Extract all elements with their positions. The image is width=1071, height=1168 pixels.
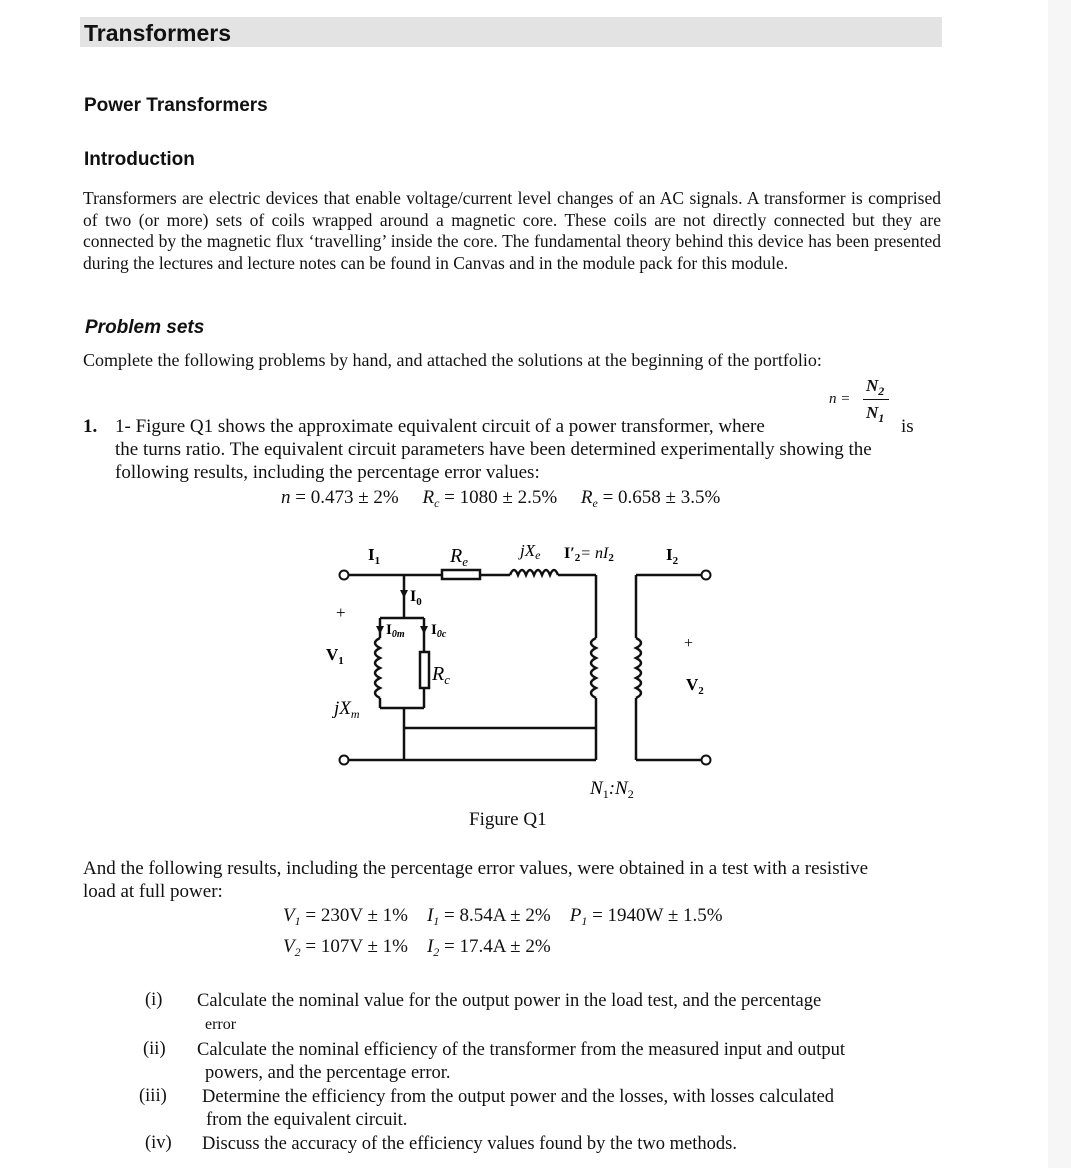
fraction-bar (863, 399, 889, 400)
label-i0m: $I_{0m}$ (386, 622, 405, 640)
item-ii-line-2: powers, and the percentage error. (205, 1063, 451, 1083)
measurements-row-2 (283, 936, 551, 960)
document-title-bar (80, 17, 942, 47)
resistor-rc (420, 652, 429, 688)
terminal-top-left (340, 571, 349, 580)
question-is-word: is (901, 416, 914, 437)
param-n: n = 0.473 ± 2% (281, 487, 399, 508)
meas-v2: $V_2 = 107V \pm 1\%$ (283, 936, 408, 959)
turns-ratio-numerator: $N_2$ (866, 376, 885, 398)
arrow-i0c (420, 626, 428, 634)
terminal-bottom-right (702, 756, 711, 765)
problem-sets-heading: Problem sets (85, 317, 205, 338)
label-i1: $I_1$ (368, 545, 381, 567)
document-title: Transformers (84, 20, 232, 46)
parameter-values (281, 487, 720, 511)
inductor-jxe (510, 570, 558, 575)
param-re: $R_e = 0.658 \pm 3.5\%$ (580, 487, 721, 510)
question-line-3: following results, including the percentage error values: (115, 462, 540, 483)
item-label-i: (i) (145, 990, 163, 1010)
meas-i1: $I_1 = 8.54A \pm 2\%$ (426, 905, 551, 928)
item-ii-line-1: Calculate the nominal efficiency of the transformer from the measured input and output (197, 1040, 845, 1060)
item-label-iii: (iii) (139, 1086, 167, 1106)
meas-v1: $V_1 = 230V \pm 1\%$ (283, 905, 408, 928)
intro-paragraph: Transformers are electric devices that enable voltage/current level changes of an AC signals. A transformer is comprised of two (or more) sets of coils wrapped around a magnetic core. These coils are not directly connected but they are connected by the magnetic flux ‘travelling’ inside the core. The fundamental theory behind this device has been presented during the lectures and lecture notes can be found in Canvas and in the module pack for this module. (83, 188, 941, 273)
label-i2-prime: I′2= nI2 (564, 545, 614, 564)
inductor-jxm (375, 638, 380, 698)
item-iv-line-1: Discuss the accuracy of the efficiency values found by the two methods. (202, 1134, 737, 1154)
label-i2: $I_2$ (666, 545, 679, 567)
turns-ratio-denominator: $N_1$ (866, 403, 885, 425)
label-i0c: $I_{0c}$ (431, 622, 447, 640)
primary-winding (591, 638, 596, 698)
label-plus-right: + (684, 635, 694, 652)
label-turns-ratio: $N_1:N_2$ (590, 778, 634, 800)
figure-caption: Figure Q1 (469, 809, 547, 830)
secondary-winding (636, 638, 641, 698)
label-jxe: jXe (520, 541, 541, 562)
label-jxm: $jX_m$ (334, 698, 360, 721)
label-i0: $I_0$ (410, 588, 422, 608)
load-test-intro-line-1: And the following results, including the percentage error values, were obtained in a test with a resistive (83, 858, 869, 879)
question-number: 1. (83, 416, 98, 437)
question-line-1: 1- Figure Q1 shows the approximate equivalent circuit of a power transformer, where (115, 416, 765, 437)
turns-ratio-lhs: n = (829, 391, 851, 407)
resistor-re (442, 570, 480, 579)
label-v2: $V_2$ (686, 675, 704, 697)
intro-heading: Introduction (84, 149, 195, 170)
page-edge-shadow (1048, 0, 1071, 1168)
item-i-line-1: Calculate the nominal value for the output power in the load test, and the percentage (197, 991, 822, 1011)
item-iii-line-1: Determine the efficiency from the output power and the losses, with losses calculated (202, 1087, 835, 1107)
label-re: $R_e$ (450, 545, 468, 569)
meas-i2: $I_2 = 17.4A \pm 2\%$ (426, 936, 551, 959)
terminal-bottom-left (340, 756, 349, 765)
item-i-line-2: error (205, 1016, 237, 1033)
equivalent-circuit-diagram (320, 530, 740, 800)
arrow-i0m (376, 626, 384, 634)
label-v1: $V_1$ (326, 645, 344, 667)
load-test-intro-line-2: load at full power: (83, 881, 223, 902)
terminal-top-right (702, 571, 711, 580)
item-label-iv: (iv) (145, 1133, 172, 1153)
param-rc: $R_c = 1080 \pm 2.5\%$ (422, 487, 558, 510)
label-plus-left: + (336, 603, 346, 622)
section-title: Power Transformers (84, 95, 268, 116)
arrow-i0 (400, 590, 408, 598)
item-iii-line-2: from the equivalent circuit. (206, 1110, 408, 1130)
label-rc: $R_c$ (432, 663, 450, 687)
problem-instruction: Complete the following problems by hand, and attached the solutions at the beginning of the portfolio: (83, 350, 822, 370)
question-line-2: the turns ratio. The equivalent circuit parameters have been determined experimentally showing the (115, 439, 872, 460)
item-label-ii: (ii) (143, 1039, 166, 1059)
measurements-row-1 (283, 905, 723, 929)
meas-p1: $P_1 = 1940W \pm 1.5\%$ (569, 905, 723, 928)
